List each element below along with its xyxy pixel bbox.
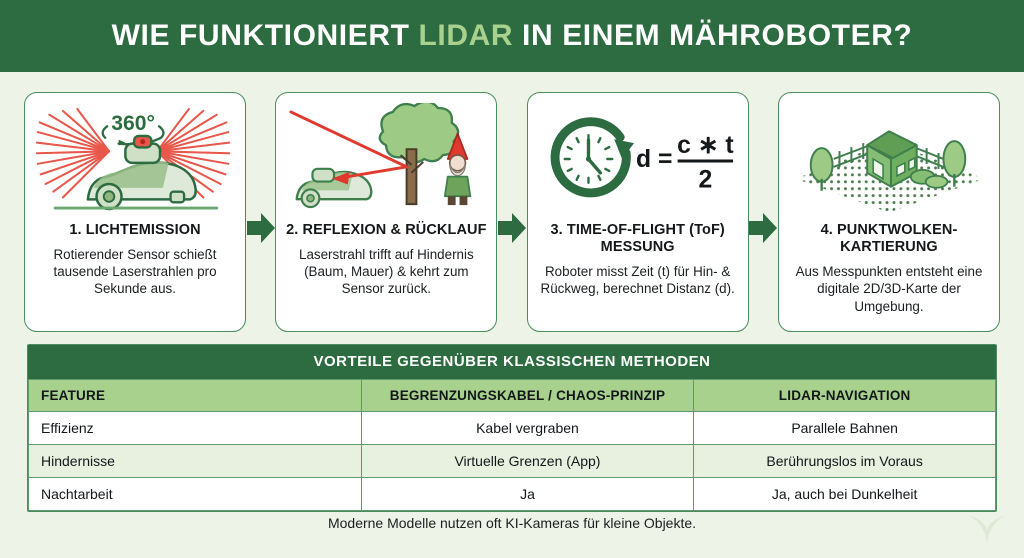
step-4-title: 4. PUNKTWOLKEN-KARTIERUNG [820,222,958,256]
cell-boundary-wire: Virtuelle Grenzen (App) [361,445,694,478]
table-row [29,412,996,445]
table-header-row [29,380,996,412]
table-row [29,445,996,478]
step-3-title: 3. TIME-OF-FLIGHT (ToF) MESSUNG [550,222,725,256]
advantages-table [28,379,996,511]
cell-lidar: Ja, auch bei Dunkelheit [694,478,996,511]
step-card-4[interactable] [778,92,1000,332]
point-cloud-map-icon [788,103,990,215]
page-title-before: WIE FUNKTIONIERT [111,19,419,52]
formula-numerator: c ∗ t [676,132,734,160]
step-4-desc: Aus Messpunkten entsteht eine digitale 2D/3D-Karte der Umgebung. [795,264,983,314]
footer-note: Moderne Modelle nutzen oft KI-Kameras für kleine Objekte. [327,515,697,531]
table-banner: VORTEILE GEGENÜBER KLASSISCHEN METHODEN [28,345,996,379]
step-4-illustration [788,103,990,215]
step-1-desc: Rotierender Sensor schießt tausende Laserstrahlen pro Sekunde aus. [53,247,217,297]
step-2-desc: Laserstrahl trifft auf Hindernis (Baum, Mauer) & kehrt zum Sensor zurück. [299,247,474,297]
table-head [29,380,996,412]
arrow-right-icon [749,213,777,243]
arrow-right-icon [247,213,275,243]
step-1-illustration [34,103,236,215]
comparison-table [27,344,997,512]
cell-lidar: Parallele Bahnen [694,412,996,445]
cell-feature: Effizienz [29,412,362,445]
arrow-right-icon [498,213,526,243]
step-arrow-1 [246,213,275,243]
table-body [29,412,996,511]
table-row [29,478,996,511]
step-2-title: 2. REFLEXION & RÜCKLAUF [286,222,487,238]
page-title [112,19,913,53]
step-3-desc: Roboter misst Zeit (t) für Hin- & Rückweg, berechnet Distanz (d). [540,264,735,297]
mower-360-laser-icon [34,103,236,215]
step-card-3[interactable] [527,92,749,332]
clock-formula-icon [537,109,739,209]
formula-lhs: d = [635,145,673,173]
step-card-1[interactable] [24,92,246,332]
column-header-boundary-wire: BEGRENZUNGSKABEL / CHAOS-PRINZIP [361,380,694,412]
page-title-highlight: LIDAR [418,19,514,52]
cell-lidar: Berührungslos im Voraus [694,445,996,478]
step-1-title: 1. LICHTEMISSION [69,222,201,238]
step-2-illustration [285,103,487,215]
svg-text:360°: 360° [111,112,155,136]
step-arrow-2 [497,213,526,243]
step-arrow-3 [749,213,778,243]
step-card-2[interactable] [275,92,497,332]
column-header-lidar: LIDAR-NAVIGATION [694,380,996,412]
cell-feature: Nachtarbeit [29,478,362,511]
cell-feature: Hindernisse [29,445,362,478]
formula-denominator: 2 [698,166,712,194]
page-title-after: IN EINEM MÄHROBOTER? [513,19,913,52]
laser-reflection-tree-gnome-icon [285,103,487,215]
cell-boundary-wire: Ja [361,478,694,511]
cell-boundary-wire: Kabel vergraben [361,412,694,445]
clock-icon [555,122,634,193]
column-header-feature: FEATURE [29,380,362,412]
steps-row [24,92,1000,332]
page-header [0,0,1024,72]
step-3-illustration [537,103,739,215]
tof-formula [636,132,734,194]
